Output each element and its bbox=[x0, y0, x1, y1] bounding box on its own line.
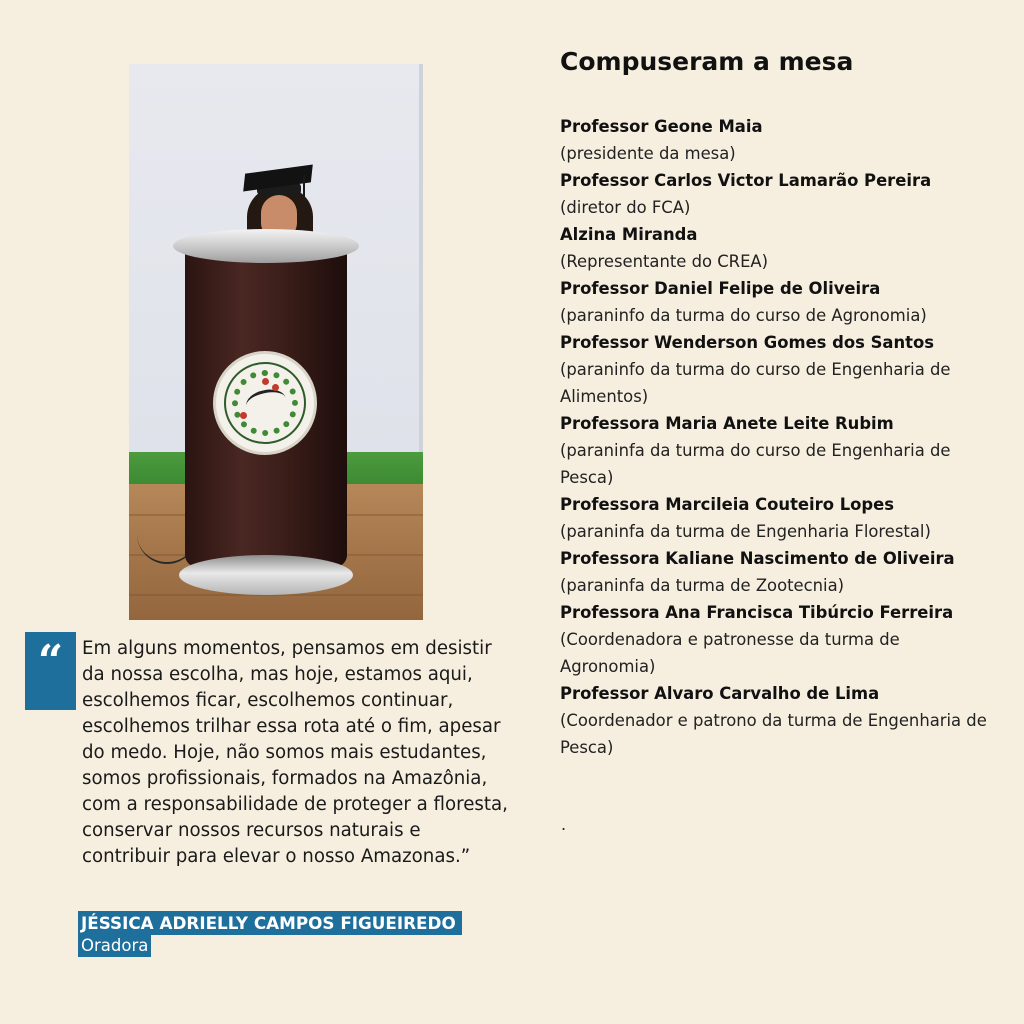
panel-member bbox=[560, 680, 1000, 761]
speaker-name: JÉSSICA ADRIELLY CAMPOS FIGUEIREDO bbox=[78, 911, 462, 935]
member-name: Professor Alvaro Carvalho de Lima bbox=[560, 684, 880, 703]
seal-star-icon bbox=[240, 412, 247, 419]
podium bbox=[173, 229, 359, 597]
panel-member bbox=[560, 329, 1000, 410]
member-role: (Coordenadora e patronesse da turma de Agronomia) bbox=[560, 630, 900, 676]
podium-top-rim bbox=[173, 229, 359, 263]
member-name: Professor Carlos Victor Lamarão Pereira bbox=[560, 171, 932, 190]
university-seal-logo bbox=[213, 351, 317, 455]
member-name: Alzina Miranda bbox=[560, 225, 698, 244]
panel-member bbox=[560, 599, 1000, 680]
member-name: Professor Daniel Felipe de Oliveira bbox=[560, 279, 881, 298]
member-name: Professora Kaliane Nascimento de Oliveira bbox=[560, 549, 955, 568]
member-role: (paraninfo da turma do curso de Agronomia) bbox=[560, 306, 927, 325]
panel-member bbox=[560, 410, 1000, 491]
panel-member bbox=[560, 491, 1000, 545]
photo-wall-edge bbox=[419, 64, 423, 509]
member-role: (Coordenador e patrono da turma de Engenharia de Pesca) bbox=[560, 711, 987, 757]
quote-mark-icon: “ bbox=[25, 632, 76, 710]
trailing-dot: . bbox=[561, 815, 567, 834]
speaker-quote: Em alguns momentos, pensamos em desistir da nossa escolha, mas hoje, estamos aqui, escolhemos ficar, escolhemos continuar, escolhemos trilhar essa rota até o fim, apesar do medo. Hoje, não somos mais estudantes, somos profissionais, formados na Amazônia, com a responsabilidade de proteger a floresta, conservar nossos recursos naturais e contribuir para elevar o nosso Amazonas.” bbox=[82, 638, 508, 867]
member-name: Professora Marcileia Couteiro Lopes bbox=[560, 495, 895, 514]
panel-member-list bbox=[560, 113, 1000, 761]
panel-member bbox=[560, 545, 1000, 599]
graduation-photo bbox=[129, 64, 423, 620]
panel-member bbox=[560, 167, 1000, 221]
panel-title: Compuseram a mesa bbox=[560, 47, 854, 76]
graduation-cap-tassel bbox=[303, 175, 305, 201]
panel-member bbox=[560, 275, 1000, 329]
member-role: (paraninfa da turma de Engenharia Florestal) bbox=[560, 522, 931, 541]
member-role: (paraninfa da turma do curso de Engenharia de Pesca) bbox=[560, 441, 951, 487]
member-name: Professor Wenderson Gomes dos Santos bbox=[560, 333, 934, 352]
panel-member bbox=[560, 113, 1000, 167]
member-role: (presidente da mesa) bbox=[560, 144, 736, 163]
seal-star-icon bbox=[272, 384, 279, 391]
member-role: (diretor do FCA) bbox=[560, 198, 691, 217]
seal-star-icon bbox=[262, 378, 269, 385]
member-name: Professora Maria Anete Leite Rubim bbox=[560, 414, 894, 433]
speaker-role: Oradora bbox=[78, 935, 151, 957]
member-name: Professor Geone Maia bbox=[560, 117, 763, 136]
panel-member bbox=[560, 221, 1000, 275]
member-role: (Representante do CREA) bbox=[560, 252, 769, 271]
member-role: (paraninfo da turma do curso de Engenharia de Alimentos) bbox=[560, 360, 951, 406]
podium-bottom-rim bbox=[179, 555, 353, 595]
member-role: (paraninfa da turma de Zootecnia) bbox=[560, 576, 845, 595]
member-name: Professora Ana Francisca Tibúrcio Ferreira bbox=[560, 603, 954, 622]
